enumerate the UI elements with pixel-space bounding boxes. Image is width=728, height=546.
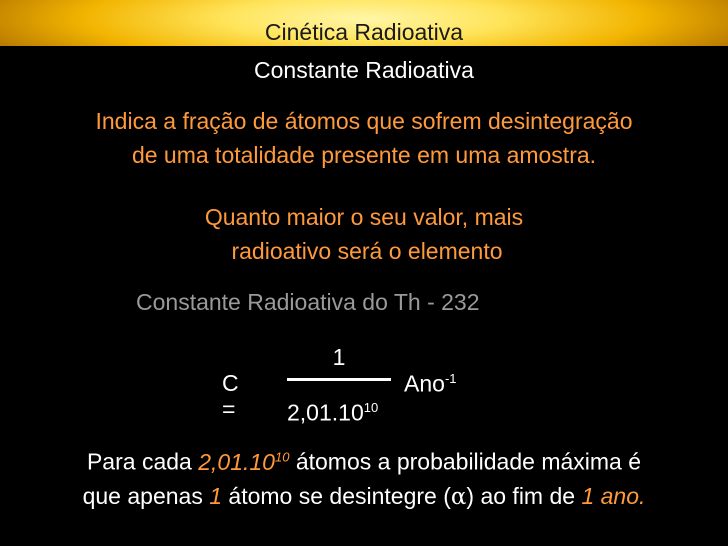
- alpha-symbol: α: [450, 483, 467, 510]
- fraction-bar: [287, 378, 391, 381]
- formula-denominator: [287, 395, 378, 426]
- conclusion-text: [8, 440, 720, 514]
- highlight-count-exponent: 10: [274, 449, 290, 464]
- thorium-constant-label: Constante Radioativa do Th - 232: [136, 289, 480, 315]
- definition-line-1: Indica a fração de átomos que sofrem desintegração: [95, 108, 633, 134]
- slide-subtitle: Constante Radioativa: [254, 57, 474, 83]
- denominator-exponent: 10: [363, 400, 379, 415]
- note-line-2: radioativo será o elemento: [231, 238, 503, 264]
- formula-lhs: C =: [222, 370, 239, 422]
- conclusion-part: átomo se desintegre (: [222, 482, 451, 509]
- unit-base: Ano: [404, 370, 445, 397]
- conclusion-part: átomos a probabilidade máxima é: [289, 448, 642, 475]
- formula-numerator: 1: [332, 344, 346, 370]
- definition-line-2: de uma totalidade presente em uma amostra.: [131, 142, 597, 168]
- conclusion-part: ) ao fim de: [466, 482, 582, 509]
- highlight-count-base: 2,01.10: [198, 448, 275, 475]
- conclusion-part: Para cada: [86, 448, 199, 475]
- definition-text: [0, 104, 728, 172]
- note-line-1: Quanto maior o seu valor, mais: [204, 204, 524, 230]
- slide-title: Cinética Radioativa: [264, 19, 464, 45]
- highlight-one: 1: [209, 482, 223, 509]
- denominator-base: 2,01.10: [287, 399, 364, 426]
- conclusion-line-2: [8, 479, 720, 514]
- conclusion-part: que apenas: [82, 482, 210, 509]
- conclusion-line-1: [8, 440, 720, 479]
- unit-exponent: -1: [444, 371, 457, 386]
- highlight-count: [198, 449, 289, 475]
- note-text: [0, 200, 728, 268]
- highlight-one-year: 1 ano.: [581, 482, 646, 509]
- formula-unit: [404, 366, 457, 397]
